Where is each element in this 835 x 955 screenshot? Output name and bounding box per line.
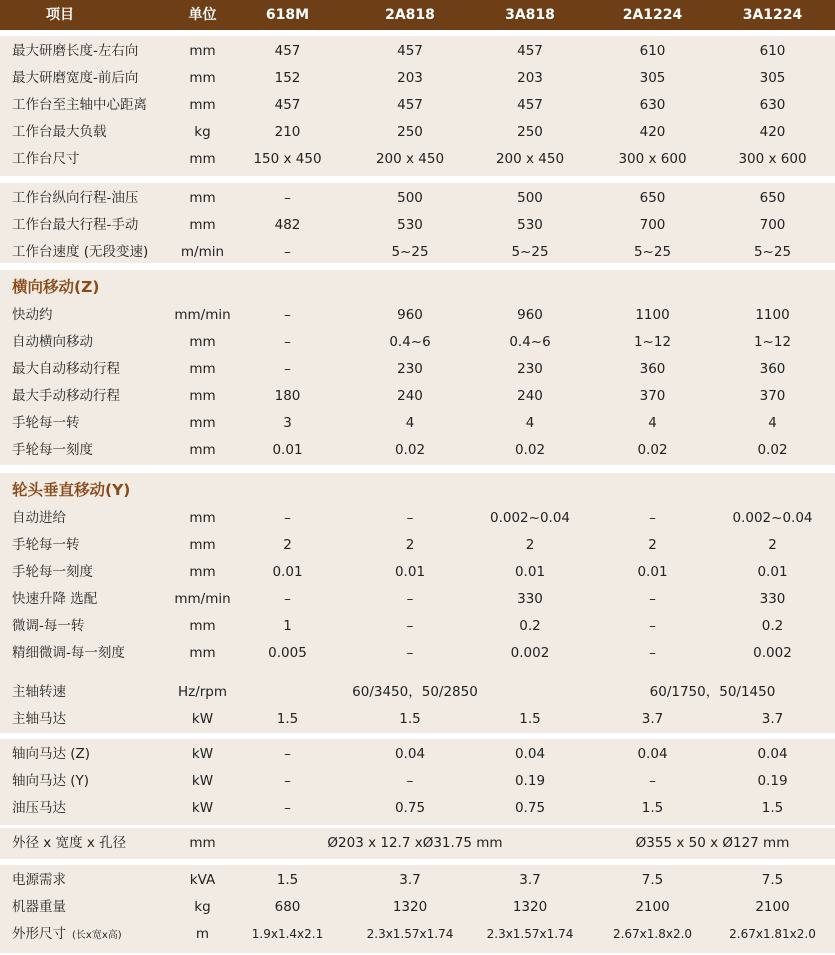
row-label [12,356,120,383]
value-cell: 1~12 [753,334,792,350]
unit-cell: mm [189,190,216,206]
value-cell: 200 x 450 [495,151,565,167]
value-cell: – [406,645,414,661]
value-cell: 700 [759,217,786,233]
value-cell: 0.02 [637,442,668,458]
row-label-text: 快动约 [12,307,53,323]
value-cell: 1~12 [633,334,672,350]
row-label-text: 自动横向移动 [12,334,93,350]
value-cell: 1320 [392,899,428,915]
table-row [0,867,835,894]
unit-cell: mm [189,70,216,86]
value-cell: 0.75 [514,800,546,816]
table-row [0,830,835,857]
value-cell: 200 x 450 [375,151,445,167]
value-cell: – [649,510,656,526]
unit-cell: mm [189,835,216,851]
row-label-text: 工作台最大负载 [12,124,107,140]
value-cell: 0.19 [757,773,788,789]
table-row [0,768,835,795]
value-cell: 0.04 [757,746,788,762]
value-cell: 960 [517,307,543,323]
value-cell: 2 [405,537,415,553]
row-label-text: 外形尺寸 [12,926,66,942]
value-cell: – [284,773,291,789]
row-label-text: 手轮每一刻度 [12,442,93,458]
table-row [0,505,835,532]
row-label [12,830,126,857]
value-cell: 5~25 [391,244,429,260]
value-cell: 530 [397,217,423,233]
row-label-text: 最大手动移动行程 [12,388,120,404]
unit-cell: mm [189,645,216,661]
unit-cell: m/min [180,244,225,260]
value-cell: 305 [759,70,786,86]
row-label [12,679,66,706]
unit-cell: mm [189,415,216,431]
value-cell: 210 [274,124,301,140]
table-header [0,0,835,30]
table-row [0,239,835,266]
table-row [0,921,835,948]
value-cell: – [284,361,291,377]
value-cell: 0.005 [268,645,307,661]
value-cell: 420 [759,124,786,140]
unit-cell: mm [189,510,216,526]
value-cell: 360 [759,361,786,377]
table-row [0,119,835,146]
row-label-text: 精细微调-每一刻度 [12,645,125,661]
table-row [0,383,835,410]
table-row [0,437,835,464]
value-cell: 0.01 [394,564,426,580]
value-cell: 482 [274,217,301,233]
value-cell: 0.4~6 [389,334,431,350]
row-label-text: 主轴转速 [12,684,66,700]
value-cell: 4 [768,415,777,431]
value-cell: 457 [274,97,301,113]
row-label-text: 外径 x 宽度 x 孔径 [12,835,127,851]
value-cell: 5~25 [511,244,549,260]
table-row [0,586,835,613]
value-cell: 0.01 [514,564,546,580]
value-cell: 0.002 [510,645,550,661]
value-cell: 2100 [755,899,790,915]
value-cell: 0.01 [272,564,303,580]
value-cell: – [406,591,414,607]
unit-cell: mm [189,334,216,350]
value-cell: 700 [639,217,666,233]
value-cell: 0.4~6 [509,334,551,350]
unit-cell: kW [191,711,214,727]
unit-cell: m [195,926,210,942]
header-cell: 3A1224 [742,7,803,23]
value-cell: – [284,307,291,323]
value-cell: 2.67x1.81x2.0 [729,927,816,941]
value-cell: 0.75 [394,800,426,816]
value-cell: 2.67x1.8x2.0 [612,927,693,941]
row-label-note: (长x宽x高) [72,930,122,941]
value-cell: – [406,773,414,789]
value-cell: 7.5 [761,872,784,888]
value-cell: 180 [274,388,301,404]
value-cell: 420 [639,124,666,140]
unit-cell: mm [189,537,216,553]
value-cell: – [284,244,291,260]
value-cell: – [649,618,656,634]
row-label-text: 微调-每一转 [12,618,85,634]
row-label [12,505,66,532]
row-label [12,383,120,410]
value-cell: 2.3x1.57x1.74 [486,927,574,941]
value-cell: 0.2 [761,618,784,634]
row-label [12,239,148,266]
row-label [12,532,80,559]
value-cell: 0.2 [519,618,541,634]
row-label [12,894,66,921]
table-row [0,410,835,437]
value-cell: 0.02 [757,442,788,458]
value-cell: 650 [759,190,786,206]
header-cell: 3A818 [505,7,555,23]
table-row [0,613,835,640]
spanning-value-cell: Ø203 x 12.7 xØ31.75 mm [327,835,503,851]
unit-cell: mm/min [174,591,231,607]
value-cell: 152 [274,70,301,86]
value-cell: – [284,190,291,206]
header-cell: 单位 [188,7,217,23]
table-row [0,679,835,706]
value-cell: 250 [517,124,543,140]
table-row [0,185,835,212]
value-cell: 2 [283,537,292,553]
value-cell: – [284,591,291,607]
row-label-text: 机器重量 [12,899,66,915]
value-cell: 2100 [635,899,670,915]
value-cell: 2.3x1.57x1.74 [366,927,454,941]
value-cell: 1.5 [399,711,421,727]
unit-cell: kW [191,800,214,816]
value-cell: 240 [397,388,423,404]
value-cell: 300 x 600 [618,151,687,167]
value-cell: 0.002~0.04 [732,510,813,526]
table-row [0,212,835,239]
value-cell: 300 x 600 [738,151,807,167]
value-cell: 7.5 [641,872,664,888]
row-label-text: 轴向马达 (Z) [12,746,91,762]
table-row [0,65,835,92]
unit-cell: mm [189,97,216,113]
unit-cell: mm [189,151,216,167]
value-cell: 457 [517,43,543,59]
value-cell: 2 [768,537,777,553]
value-cell: – [284,746,291,762]
row-label-text: 最大研磨宽度-前后向 [12,70,139,86]
value-cell: 0.01 [272,442,303,458]
spanning-value-cell: 60/1750，50/1450 [649,684,776,700]
unit-cell: mm [189,564,216,580]
row-label [12,437,93,464]
row-label [12,329,93,356]
value-cell: 680 [274,899,301,915]
table-row [0,894,835,921]
unit-cell: mm [189,43,216,59]
unit-cell: mm [189,217,216,233]
row-label-text: 最大自动移动行程 [12,361,120,377]
value-cell: 2 [525,537,535,553]
row-label-text: 工作台至主轴中心距离 [12,97,147,113]
value-cell: 0.04 [394,746,426,762]
row-label-text: 最大研磨长度-左右向 [12,43,139,59]
value-cell: 0.01 [637,564,668,580]
value-cell: 457 [397,43,423,59]
value-cell: 5~25 [633,244,672,260]
table-row [0,532,835,559]
value-cell: 960 [397,307,423,323]
row-label-text: 手轮每一转 [12,537,80,553]
unit-cell: kW [191,746,214,762]
section-title: 横向移动(Z) [12,278,100,296]
row-label [12,867,66,894]
value-cell: 457 [397,97,423,113]
value-cell: 5~25 [753,244,792,260]
value-cell: 4 [648,415,657,431]
value-cell: 1.9x1.4x2.1 [251,927,324,941]
row-label-text: 油压马达 [12,800,66,816]
value-cell: 0.19 [514,773,546,789]
value-cell: 230 [517,361,543,377]
row-label-text: 工作台最大行程-手动 [12,217,139,233]
row-label-text: 主轴马达 [12,711,66,727]
row-label-text: 工作台尺寸 [12,151,80,167]
row-label [12,146,80,173]
table-row [0,741,835,768]
value-cell: 2 [648,537,657,553]
row-label-text: 自动进给 [12,510,66,526]
row-label [12,768,89,795]
value-cell: 630 [639,97,666,113]
row-label [12,92,147,119]
value-cell: 1.5 [519,711,541,727]
unit-cell: mm/min [174,307,231,323]
unit-cell: mm [189,388,216,404]
value-cell: 0.002 [753,645,792,661]
value-cell: 203 [397,70,423,86]
row-label [12,185,138,212]
row-label [12,38,138,65]
table-row [0,356,835,383]
value-cell: – [649,645,656,661]
value-cell: 1 [283,618,292,634]
value-cell: 0.02 [394,442,426,458]
row-label [12,586,97,613]
value-cell: 530 [517,217,543,233]
table-row [0,706,835,733]
value-cell: 3 [283,415,292,431]
row-label-text: 工作台纵向行程-油压 [12,190,139,206]
value-cell: 1.5 [276,872,299,888]
unit-cell: kW [191,773,214,789]
unit-cell: mm [189,442,216,458]
value-cell: – [284,510,291,526]
value-cell: – [284,800,291,816]
row-label [12,119,107,146]
row-label-text: 轴向马达 (Y) [12,773,90,789]
unit-cell: mm [189,618,216,634]
value-cell: 3.7 [641,711,664,727]
value-cell: 3.7 [519,872,541,888]
value-cell: 3.7 [399,872,421,888]
row-label [12,212,138,239]
value-cell: 370 [759,388,786,404]
row-label-text: 快速升降 选配 [12,591,98,607]
header-cell: 2A818 [385,7,435,23]
value-cell: 0.01 [757,564,788,580]
row-label [12,65,138,92]
table-row [0,795,835,822]
value-cell: 610 [639,43,666,59]
value-cell: 0.04 [637,746,668,762]
row-label [12,795,66,822]
value-cell: – [284,334,291,350]
row-label [12,559,93,586]
value-cell: 1.5 [761,800,784,816]
value-cell: 0.02 [514,442,546,458]
header-cell: 项目 [46,7,74,23]
value-cell: 1100 [755,307,790,323]
spanning-value-cell: 60/3450，50/2850 [352,684,478,700]
row-label [12,613,84,640]
value-cell: 240 [517,388,543,404]
value-cell: 610 [759,43,786,59]
value-cell: 457 [517,97,543,113]
value-cell: 500 [397,190,423,206]
row-label-text: 手轮每一转 [12,415,80,431]
unit-cell: kg [194,124,211,140]
value-cell: 457 [274,43,301,59]
value-cell: 4 [405,415,415,431]
row-label [12,706,66,733]
row-label [12,741,90,768]
unit-cell: mm [189,361,216,377]
value-cell: 230 [397,361,423,377]
table-row [0,559,835,586]
value-cell: – [406,618,414,634]
unit-cell: kg [194,899,211,915]
row-label-text: 手轮每一刻度 [12,564,93,580]
value-cell: 500 [517,190,543,206]
value-cell: 650 [639,190,666,206]
value-cell: 630 [759,97,786,113]
table-row [0,38,835,65]
value-cell: 370 [639,388,666,404]
header-cell: 2A1224 [622,7,683,23]
table-row [0,640,835,667]
value-cell: 330 [759,591,786,607]
value-cell: 305 [639,70,666,86]
value-cell: – [649,591,656,607]
value-cell: 330 [517,591,543,607]
table-row [0,329,835,356]
unit-cell: kVA [189,872,216,888]
header-cell: 618M [265,7,310,23]
row-label-text: 工作台速度 (无段变速) [12,244,149,260]
value-cell: 360 [639,361,666,377]
row-label [12,640,125,667]
value-cell: 0.002~0.04 [489,510,571,526]
value-cell: 203 [517,70,543,86]
table-row [0,302,835,329]
value-cell: 4 [525,415,535,431]
value-cell: 1.5 [641,800,664,816]
value-cell: 1320 [512,899,548,915]
unit-cell: Hz/rpm [177,684,228,700]
section-title: 轮头垂直移动(Y) [12,481,131,499]
value-cell: 0.04 [514,746,546,762]
value-cell: 250 [397,124,423,140]
spanning-value-cell: Ø355 x 50 x Ø127 mm [635,835,790,851]
row-label [12,921,122,948]
row-label-text: 电源需求 [12,872,66,888]
value-cell: – [649,773,656,789]
row-label [12,410,80,437]
row-label [12,302,53,329]
value-cell: – [406,510,414,526]
table-row [0,146,835,173]
value-cell: 3.7 [761,711,784,727]
table-row [0,92,835,119]
value-cell: 150 x 450 [253,151,322,167]
value-cell: 1100 [635,307,670,323]
value-cell: 1.5 [276,711,299,727]
